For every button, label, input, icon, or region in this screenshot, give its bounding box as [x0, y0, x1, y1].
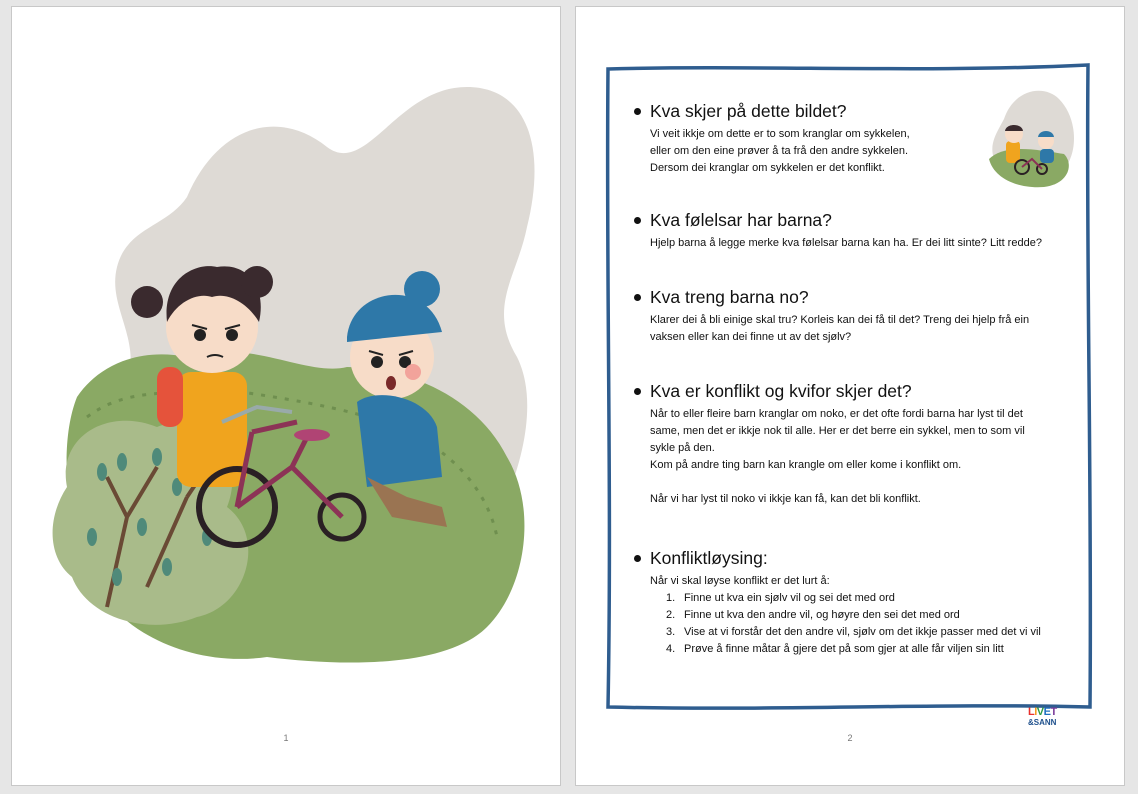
section-text: Når vi skal løyse konflikt er det lurt å:: [650, 575, 830, 587]
bullet-icon: [634, 294, 641, 301]
list-item: 2. Finne ut kva den andre vil, og høyre den sei det med ord: [666, 609, 960, 621]
steps-list: [632, 590, 1082, 658]
bullet-icon: [634, 555, 641, 562]
section-heading: Kva treng barna no?: [632, 287, 1082, 308]
livet-og-sann-logo: LIVET &SANN: [1028, 706, 1057, 727]
section-heading: Konfliktløysing:: [632, 548, 1082, 569]
section-what-happens: [632, 101, 1082, 177]
section-feelings: [632, 210, 1082, 252]
section-text: Vi veit ikkje om dette er to som kranglar om sykkelen, eller om den eine prøver å ta frå den andre sykkelen. Dersom dei kranglar om sykkelen er det konflikt.: [650, 128, 910, 174]
section-text: Hjelp barna å legge merke kva følelsar barna kan ha. Er dei litt sinte? Litt redde?: [650, 237, 1042, 249]
list-item: 4. Prøve å finne måtar å gjere det på som gjer at alle får viljen sin litt: [666, 643, 1004, 655]
list-item: 3. Vise at vi forstår det den andre vil, sjølv om det ikkje passer med det vi vil: [666, 626, 1041, 638]
list-item: 1. Finne ut kva ein sjølv vil og sei det med ord: [666, 592, 895, 604]
children-bike-illustration: [47, 67, 542, 677]
page-number: 2: [847, 733, 853, 743]
page-2: [575, 6, 1125, 786]
section-conflict-resolution: [632, 548, 1082, 658]
page-number: 1: [283, 733, 289, 743]
section-text: Klarer dei å bli einige skal tru? Korleis kan dei få til det? Treng dei hjelp frå ein vaksen eller kan dei finne ut av det sjølv?: [650, 314, 1030, 343]
section-needs: [632, 287, 1082, 346]
section-heading: Kva følelsar har barna?: [632, 210, 1082, 231]
bullet-icon: [634, 217, 641, 224]
bullet-icon: [634, 388, 641, 395]
section-what-is-conflict: [632, 381, 1082, 508]
section-heading: Kva er konflikt og kvifor skjer det?: [632, 381, 1082, 402]
bullet-icon: [634, 108, 641, 115]
section-text: Når to eller fleire barn kranglar om noko, er det ofte fordi barna har lyst til det same, men det er ikkje nok til alle. Her er det berre ein sykkel, men to som vil sykle på den. Kom på andre ting barn kan krangle om eller kome i konflikt om. Når vi har lyst til noko vi ikkje kan få, kan det bli konflikt.: [650, 408, 1025, 505]
section-heading: Kva skjer på dette bildet?: [632, 101, 1082, 122]
page-1: [11, 6, 561, 786]
